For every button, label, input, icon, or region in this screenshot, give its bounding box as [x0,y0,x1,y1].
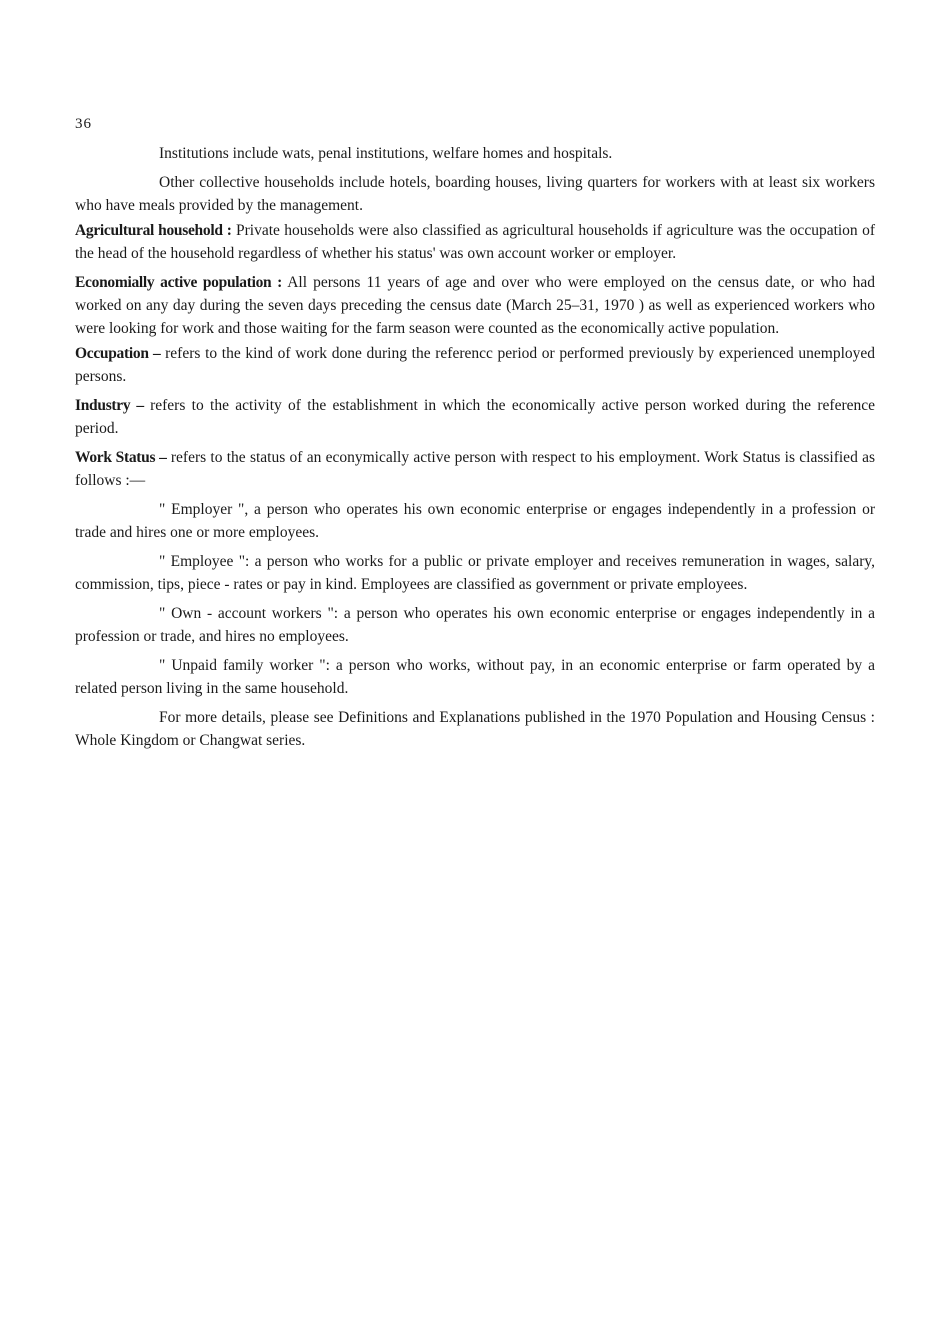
more-details-paragraph: For more details, please see Definitions and Explanations published in the 1970 Population and Housing Census : Whole Kingdom or Changwat series. [75,709,875,749]
document-body [75,142,875,754]
work-status-paragraph [75,446,875,492]
work-status-text: refers to the status of an econymically active person with respect to his employment. Work Status is classified as follows :— [75,449,875,489]
occupation-term: Occupation – [75,345,161,362]
unpaid-family-paragraph: " Unpaid family worker ": a person who works, without pay, in an economic enterprise or farm operated by a related person living in the same household. [75,657,875,697]
agricultural-household-text: Private households were also classified as agricultural households if agriculture was the occupation of the head of the household regardless of whether his status' was own account worker or employer. [75,222,875,262]
occupation-text: refers to the kind of work done during the referencc period or performed previously by experienced unemployed persons. [75,345,876,385]
agricultural-household-paragraph [75,219,875,265]
page-number: 36 [75,116,92,132]
economically-active-text: All persons 11 years of age and over who were employed on the census date, or who had worked on any day during the seven days preceding the census date (March 25–31, 1970 ) as well as experienced workers who were looking for work and those waiting for the farm season were counted as the economically active population. [75,274,875,337]
employee-paragraph: " Employee ": a person who works for a public or private employer and receives remuneration in wages, salary, commission, tips, piece - rates or pay in kind. Employees are classified as government or private employees. [75,553,875,593]
institutions-paragraph: Institutions include wats, penal institutions, welfare homes and hospitals. [159,145,613,162]
agricultural-household-term: Agricultural household : [75,222,232,239]
industry-term: Industry – [75,397,144,414]
industry-text: refers to the activity of the establishment in which the economically active person worked during the reference period. [75,397,875,437]
economically-active-paragraph [75,271,875,340]
occupation-paragraph [75,342,875,388]
industry-paragraph [75,394,875,440]
work-status-term: Work Status – [75,449,167,466]
own-account-paragraph: " Own - account workers ": a person who operates his own economic enterprise or engages independently in a profession or trade, and hires no employees. [75,605,875,645]
employer-paragraph: " Employer ", a person who operates his own economic enterprise or engages independently in a profession or trade and hires one or more employees. [75,501,875,541]
other-collective-paragraph: Other collective households include hotels, boarding houses, living quarters for workers with at least six workers who have meals provided by the management. [75,174,875,214]
economically-active-term: Economially active population : [75,274,282,291]
